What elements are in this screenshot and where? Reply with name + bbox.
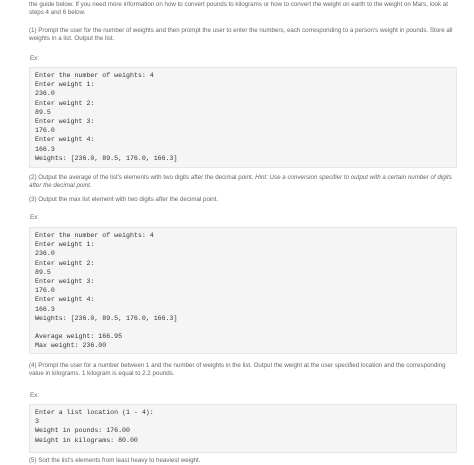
example-label: Ex: xyxy=(30,392,39,399)
code-line: Enter weight 4: xyxy=(35,296,95,304)
code-line: Weight in kilograms: 80.00 xyxy=(35,436,138,444)
intro-text: the guide below. If you need more information on how to convert pounds to kilograms or how to convert the weight on earth to the weight on Mars, look at steps 4 and 6 below. xyxy=(29,1,448,17)
code-line: 176.0 xyxy=(35,127,55,135)
code-line: Enter weight 2: xyxy=(35,99,95,107)
step-1-text: (1) Prompt the user for the number of weights and then prompt the user to enter the numbers, each corresponding to a person's weight in pounds. Store all weights in a list. Output the list. xyxy=(29,27,453,43)
step-5-text: (5) Sort the list's elements from least heavy to heaviest weight. xyxy=(29,457,201,464)
code-line: Enter weight 1: xyxy=(35,241,95,249)
step-2-main: (2) Output the average of the list's elements with two digits after the decimal point. xyxy=(29,174,254,181)
code-line: 3 xyxy=(35,418,39,426)
step-2-text xyxy=(29,174,459,191)
code-spacer xyxy=(35,323,451,332)
example-3-code xyxy=(29,404,457,453)
step-3-text: (3) Output the max list element with two digits after the decimal point. xyxy=(29,196,219,203)
code-line: Weights: [236.0, 89.5, 176.0, 166.3] xyxy=(35,314,178,322)
example-1-code xyxy=(29,67,457,168)
code-line: Enter a list location (1 - 4): xyxy=(35,409,154,416)
step-4-text: (4) Prompt the user for a number between 1 and the number of weights in the list. Output the weight at the user specified location and the corresponding value in kilograms. 1 kilogram is equal to 2.2 pounds. xyxy=(29,362,446,378)
code-line: Enter weight 4: xyxy=(35,136,95,144)
code-line: Weight in pounds: 176.00 xyxy=(35,427,130,435)
code-line: 166.3 xyxy=(35,305,55,313)
code-line: Enter weight 2: xyxy=(35,259,95,267)
code-line: Enter the number of weights: 4 xyxy=(35,232,154,239)
example-label: Ex: xyxy=(30,214,39,221)
code-line: 236.0 xyxy=(35,90,55,98)
code-line: Max weight: 236.00 xyxy=(35,342,107,350)
example-label: Ex: xyxy=(30,55,39,62)
code-line: Enter weight 3: xyxy=(35,278,95,286)
example-2-code xyxy=(29,227,457,354)
code-line: Enter the number of weights: 4 xyxy=(35,72,154,79)
code-line: 89.5 xyxy=(35,268,51,276)
code-line: Enter weight 1: xyxy=(35,81,95,89)
code-line: Average weight: 166.95 xyxy=(35,333,123,341)
step-2-hint: Hint: Use a conversion specifier to output with a certain number of digits after the decimal point. xyxy=(29,174,452,190)
code-line: Weights: [236.0, 89.5, 176.0, 166.3] xyxy=(35,154,178,162)
code-line: 176.0 xyxy=(35,287,55,295)
code-line: 236.0 xyxy=(35,250,55,258)
code-line: 89.5 xyxy=(35,108,51,116)
code-line: Enter weight 3: xyxy=(35,118,95,126)
code-line: 166.3 xyxy=(35,145,55,153)
